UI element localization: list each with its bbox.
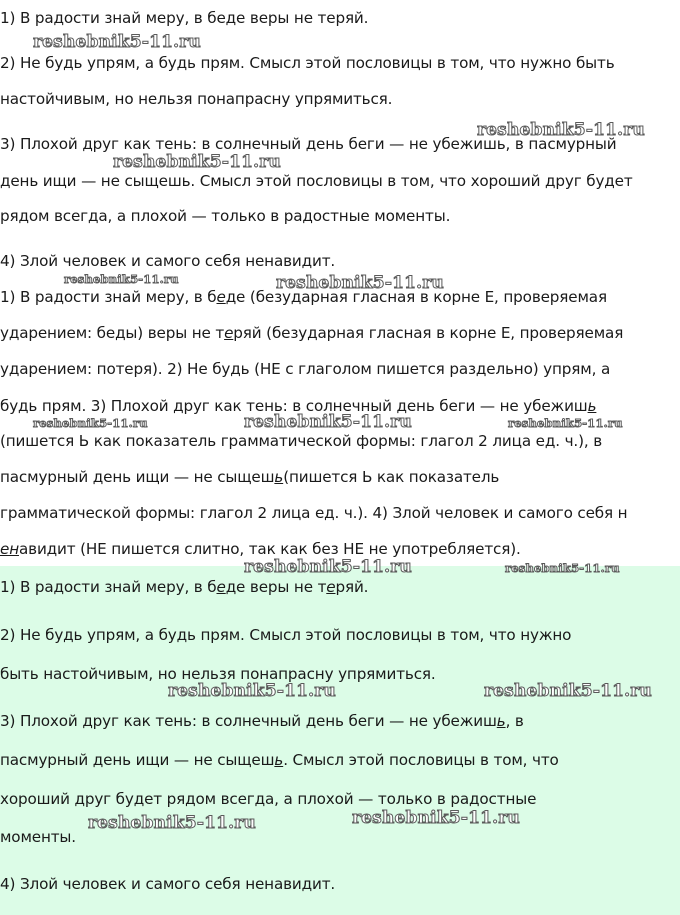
watermark-logo: reshebnik5-11.ru xyxy=(113,152,281,172)
answer-a-line-1: 1) В радости знай меру, в беде веры не теряй. xyxy=(0,9,369,27)
answer-b-line-8: енавидит (НЕ пишется слитно, так как без НЕ не употребляется). xyxy=(0,540,521,558)
answer-b-line-4: будь прям. 3) Плохой друг как тень: в солнечный день беги — не убежишь xyxy=(0,397,597,415)
highlight-letter: е xyxy=(326,578,336,596)
highlight-letter: ь xyxy=(274,751,284,769)
answer-b-line-3: ударением: потеря). 2) Не будь (НЕ с глаголом пишется раздельно) упрям, а xyxy=(0,360,611,378)
answer-c-line-3: быть настойчивым, но нельзя понапрасну упрямиться. xyxy=(0,665,436,683)
watermark-logo: reshebnik5-11.ru xyxy=(33,32,201,52)
watermark-logo: reshebnik5-11.ru xyxy=(168,681,336,701)
watermark-logo: reshebnik5-11.ru xyxy=(244,557,412,577)
answer-c-line-5: пасмурный день ищи — не сыщешь. Смысл этой пословицы в том, что xyxy=(0,751,559,769)
watermark-logo: reshebnik5-11.ru xyxy=(64,272,179,286)
watermark-logo: reshebnik5-11.ru xyxy=(477,120,645,140)
watermark-logo: reshebnik5-11.ru xyxy=(484,681,652,701)
answer-a-line-6: рядом всегда, а плохой — только в радостные моменты. xyxy=(0,207,451,225)
highlight-letter: е xyxy=(216,578,226,596)
answer-a-line-4: 3) Плохой друг как тень: в солнечный день беги — не убежишь, в пасмурный xyxy=(0,135,617,153)
highlight-letter: е xyxy=(224,324,234,342)
answer-c-line-4: 3) Плохой друг как тень: в солнечный день беги — не убежишь, в xyxy=(0,712,524,730)
answer-c-line-8: 4) Злой человек и самого себя ненавидит. xyxy=(0,875,336,893)
watermark-logo: reshebnik5-11.ru xyxy=(33,416,148,430)
answer-a-line-5: день ищи — не сыщешь. Смысл этой пословицы в том, что хороший друг будет xyxy=(0,172,633,190)
answer-c-line-6: хороший друг будет рядом всегда, а плохой — только в радостные xyxy=(0,790,537,808)
answer-b-line-1: 1) В радости знай меру, в беде (безударная гласная в корне Е, проверяемая xyxy=(0,288,607,306)
answer-a-line-2: 2) Не будь упрям, а будь прям. Смысл этой пословицы в том, что нужно быть xyxy=(0,54,615,72)
highlight-letter: ь xyxy=(496,712,506,730)
watermark-logo: reshebnik5-11.ru xyxy=(505,561,620,575)
watermark-logo: reshebnik5-11.ru xyxy=(244,412,412,432)
answer-b-line-7: грамматической формы: глагол 2 лица ед. ч.). 4) Злой человек и самого себя н xyxy=(0,504,628,522)
answer-a-line-3: настойчивым, но нельзя понапрасну упрямиться. xyxy=(0,90,393,108)
watermark-logo: reshebnik5-11.ru xyxy=(276,273,444,293)
highlighted-answer-block xyxy=(0,566,680,915)
answer-b-line-5: (пишется Ь как показатель грамматической формы: глагол 2 лица ед. ч.), в xyxy=(0,432,602,450)
answer-c-line-1: 1) В радости знай меру, в беде веры не теряй. xyxy=(0,578,369,596)
answer-c-line-7: моменты. xyxy=(0,828,76,846)
answer-c-line-2: 2) Не будь упрям, а будь прям. Смысл этой пословицы в том, что нужно xyxy=(0,626,572,644)
highlight-letter: ь xyxy=(274,468,284,486)
answer-b-line-6: пасмурный день ищи — не сыщешь(пишется Ь как показатель xyxy=(0,468,500,486)
highlight-letter: ь xyxy=(587,397,597,415)
answer-b-line-2: ударением: беды) веры не теряй (безударная гласная в корне Е, проверяемая xyxy=(0,324,624,342)
highlight-letter: е xyxy=(216,288,226,306)
answer-a-line-7: 4) Злой человек и самого себя ненавидит. xyxy=(0,252,336,270)
highlight-letter: ен xyxy=(0,540,19,558)
watermark-logo: reshebnik5-11.ru xyxy=(352,808,520,828)
watermark-logo: reshebnik5-11.ru xyxy=(508,416,623,430)
watermark-logo: reshebnik5-11.ru xyxy=(88,813,256,833)
